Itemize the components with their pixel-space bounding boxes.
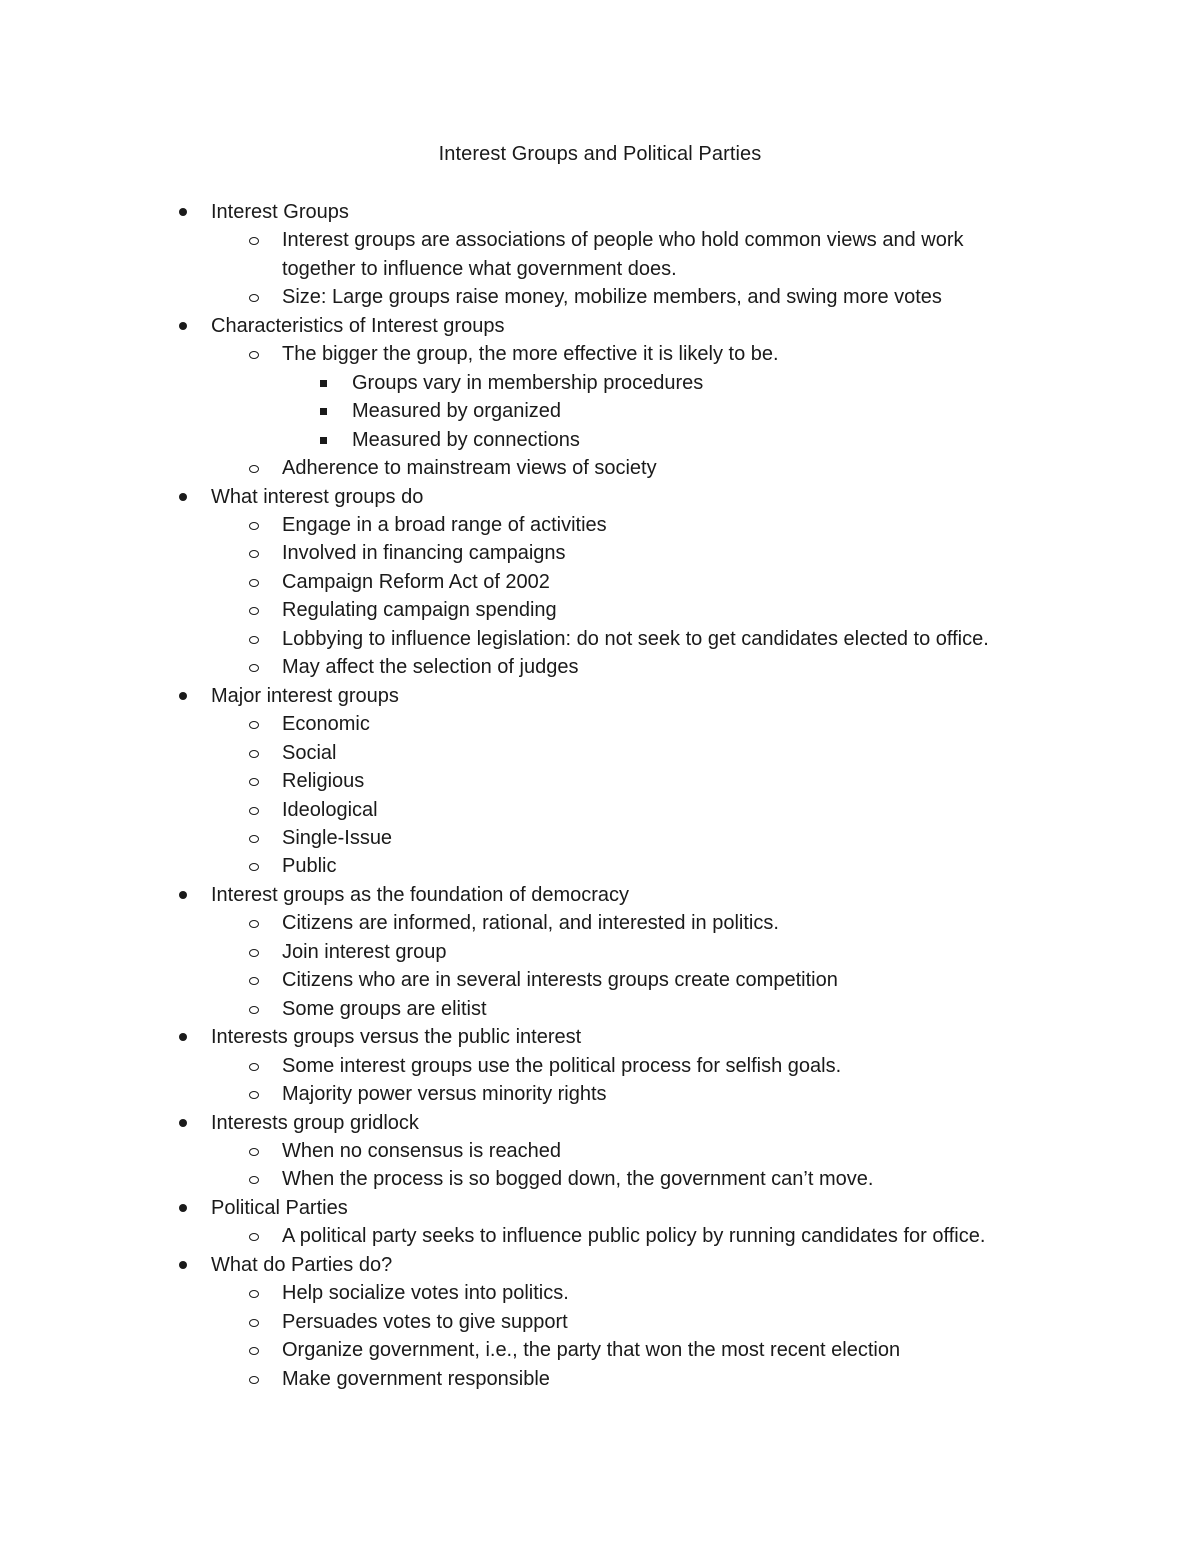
outline-item-text: Engage in a broad range of activities [282,513,607,536]
hollow-circle-bullet-icon [249,1176,259,1184]
outline-item-text: Characteristics of Interest groups [211,314,505,337]
outline-item-text: Interests groups versus the public interest [211,1026,582,1049]
outline-item-text: Social [282,741,337,764]
outline-item-level-1 [0,881,1200,909]
filled-square-bullet-icon [320,380,327,387]
filled-square-bullet-icon [320,437,327,444]
hollow-circle-bullet-icon [249,835,259,843]
filled-dot-bullet-icon [179,1033,187,1041]
outline-item-text: Single-Issue [282,826,393,849]
outline-item-level-2 [0,796,1200,824]
outline-item-text: Involved in financing campaigns [282,542,566,565]
outline-item-level-2 [0,653,1200,681]
hollow-circle-bullet-icon [249,579,259,587]
outline-item-text: Join interest group [282,940,447,963]
outline-item-level-2 [0,995,1200,1023]
hollow-circle-bullet-icon [249,1148,259,1156]
document-title: Interest Groups and Political Parties [438,143,762,165]
filled-dot-bullet-icon [179,1204,187,1212]
hollow-circle-bullet-icon [249,636,259,644]
hollow-circle-bullet-icon [249,778,259,786]
outline-item-level-2 [0,511,1200,539]
outline-item-level-3 [0,369,1200,397]
outline-item-level-2 [0,739,1200,767]
hollow-circle-bullet-icon [249,920,259,928]
hollow-circle-bullet-icon [249,664,259,672]
outline-item-text: Interest groups are associations of people who hold common views and work together to influence what government does. [282,229,964,280]
filled-dot-bullet-icon [179,692,187,700]
outline-item-text: Major interest groups [211,684,399,707]
hollow-circle-bullet-icon [249,351,259,359]
outline-item-level-1 [0,483,1200,511]
outline-item-text: Ideological [282,798,378,821]
hollow-circle-bullet-icon [249,1063,259,1071]
filled-dot-bullet-icon [179,891,187,899]
outline-item-level-1 [0,1109,1200,1137]
outline-item-text: Religious [282,770,365,793]
hollow-circle-bullet-icon [249,721,259,729]
outline-item-level-2 [0,767,1200,795]
outline-item-level-2 [0,909,1200,937]
outline-item-text: Help socialize votes into politics. [282,1282,569,1305]
outline-item-text: Interest Groups [211,201,349,223]
outline-item-level-2 [0,454,1200,482]
outline-item-level-1 [0,198,1200,226]
filled-square-bullet-icon [320,408,327,415]
outline-item-text: Political Parties [211,1196,348,1219]
outline-item-level-2 [0,539,1200,567]
outline-item-text: Interests group gridlock [211,1111,419,1134]
outline-list [0,198,1200,1393]
outline-item-text: Some groups are elitist [282,997,487,1020]
outline-item-level-2 [0,1365,1200,1393]
outline-item-text: When no consensus is reached [282,1139,562,1162]
hollow-circle-bullet-icon [249,607,259,615]
filled-dot-bullet-icon [179,208,187,216]
outline-item-text: The bigger the group, the more effective it is likely to be. [282,343,779,366]
outline-item-text: May affect the selection of judges [282,656,579,679]
hollow-circle-bullet-icon [249,1290,259,1298]
outline-item-level-2 [0,1336,1200,1364]
hollow-circle-bullet-icon [249,1319,259,1327]
outline-item-level-2 [0,1052,1200,1080]
outline-item-text: Organize government, i.e., the party that won the most recent election [282,1339,901,1362]
outline-item-text: Citizens are informed, rational, and interested in politics. [282,912,779,935]
outline-item-level-2 [0,710,1200,738]
outline-item-level-2 [0,1165,1200,1193]
hollow-circle-bullet-icon [249,550,259,558]
outline-item-text: Interest groups as the foundation of democracy [211,883,630,906]
outline-item-level-2 [0,226,1042,283]
outline-item-text: Majority power versus minority rights [282,1083,607,1106]
hollow-circle-bullet-icon [249,1006,259,1014]
hollow-circle-bullet-icon [249,750,259,758]
outline-item-level-2 [0,283,1200,311]
outline-item-text: Adherence to mainstream views of society [282,457,657,480]
filled-dot-bullet-icon [179,1261,187,1269]
hollow-circle-bullet-icon [249,237,259,245]
outline-item-text: Size: Large groups raise money, mobilize members, and swing more votes [282,286,942,309]
outline-item-level-2 [0,1222,1200,1250]
outline-item-level-3 [0,397,1200,425]
outline-item-level-2 [0,966,1200,994]
outline-item-level-2 [0,824,1200,852]
outline-item-level-2 [0,1308,1200,1336]
outline-item-text: Economic [282,713,370,736]
hollow-circle-bullet-icon [249,465,259,473]
outline-item-level-1 [0,312,1200,340]
hollow-circle-bullet-icon [249,1233,259,1241]
outline-item-level-2 [0,568,1200,596]
outline-item-text: Measured by organized [352,400,562,423]
outline-item-level-2 [0,340,1200,368]
outline-item-text: A political party seeks to influence public policy by running candidates for office. [282,1225,986,1248]
hollow-circle-bullet-icon [249,863,259,871]
hollow-circle-bullet-icon [249,1091,259,1099]
hollow-circle-bullet-icon [249,949,259,957]
hollow-circle-bullet-icon [249,977,259,985]
outline-item-level-1 [0,1251,1200,1279]
filled-dot-bullet-icon [179,1119,187,1127]
hollow-circle-bullet-icon [249,1376,259,1384]
outline-item-text: Measured by connections [352,428,580,451]
outline-item-text: Some interest groups use the political process for selfish goals. [282,1054,842,1077]
outline-item-level-2 [0,625,1200,653]
outline-item-level-1 [0,682,1200,710]
outline-item-level-2 [0,938,1200,966]
hollow-circle-bullet-icon [249,294,259,302]
outline-item-text: Citizens who are in several interests groups create competition [282,969,838,992]
outline-item-level-1 [0,1194,1200,1222]
filled-dot-bullet-icon [179,493,187,501]
outline-item-level-2 [0,1080,1200,1108]
outline-item-level-1 [0,1023,1200,1051]
outline-item-text: Groups vary in membership procedures [352,371,704,394]
outline-item-text: What interest groups do [211,485,424,508]
hollow-circle-bullet-icon [249,807,259,815]
outline-item-text: Campaign Reform Act of 2002 [282,570,550,593]
outline-item-text: When the process is so bogged down, the government can’t move. [282,1168,874,1191]
outline-item-level-2 [0,1279,1200,1307]
outline-item-text: Lobbying to influence legislation: do not seek to get candidates elected to office. [282,627,989,650]
outline-item-text: Regulating campaign spending [282,599,557,622]
outline-item-level-2 [0,852,1200,880]
hollow-circle-bullet-icon [249,1347,259,1355]
filled-dot-bullet-icon [179,322,187,330]
outline-item-text: Make government responsible [282,1367,550,1390]
outline-item-level-2 [0,596,1200,624]
outline-item-text: Public [282,855,337,878]
outline-item-level-3 [0,426,1200,454]
outline-item-level-2 [0,1137,1200,1165]
outline-item-text: Persuades votes to give support [282,1310,568,1333]
outline-item-text: What do Parties do? [211,1253,393,1276]
hollow-circle-bullet-icon [249,522,259,530]
